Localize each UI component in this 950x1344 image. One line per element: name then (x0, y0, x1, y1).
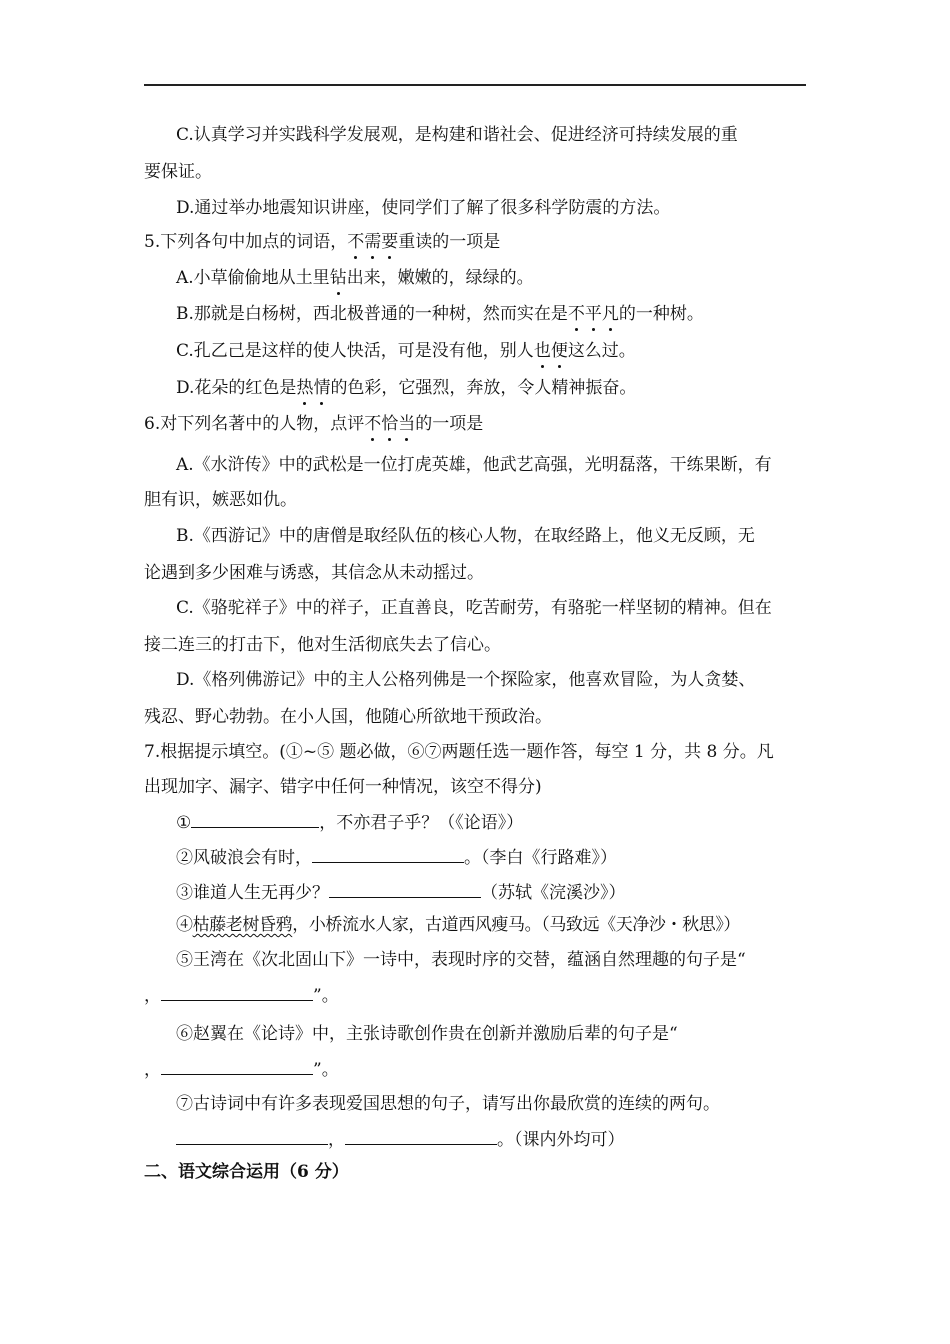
fill-blank[interactable] (329, 880, 481, 898)
item-text: ， (144, 1060, 161, 1080)
item-text: ”。 (313, 986, 339, 1006)
emphasis-dot-char: 凡 (601, 304, 619, 324)
q4-option-c-line1: C.认真学习并实践科学发展观，是构建和谐社会、促进经济可持续发展的重 (176, 125, 738, 145)
q6-option-a-line2: 胆有识，嫉恶如仇。 (144, 490, 297, 510)
emphasis-dot-char: 平 (584, 304, 602, 324)
q5-option-a (176, 266, 534, 290)
emphasis-dot-char: 热 (296, 378, 314, 398)
item-text: （苏轼《浣溪沙》） (481, 883, 626, 903)
fill-blank[interactable] (176, 1127, 328, 1145)
emphasis-dot-char: 钻 (329, 268, 347, 288)
item-text: ， (144, 986, 161, 1006)
q7-stem-line2: 出现加字、漏字、错字中任何一种情况，该空不得分) (144, 777, 542, 797)
q6-option-c-line1: C.《骆驼祥子》中的祥子，正直善良，吃苦耐劳，有骆驼一样坚韧的精神。但在 (176, 598, 772, 618)
q7-item-5-line1: ⑤王湾在《次北固山下》一诗中，表现时序的交替，蕴涵自然理趣的句子是“ (176, 950, 746, 970)
q4-option-d: D.通过举办地震知识讲座，使同学们了解了很多科学防震的方法。 (176, 198, 671, 218)
q5-option-c (176, 339, 636, 363)
emphasis-dot-char: 要 (381, 232, 399, 252)
emphasis-dot-char: 便 (550, 341, 568, 361)
option-text: A.小草偷偷地从土里 (176, 268, 330, 288)
fill-blank[interactable] (345, 1127, 497, 1145)
option-text: 的一种树。 (618, 304, 704, 324)
emphasis-dot-char: 不 (364, 414, 382, 434)
q7-stem-line1: 7.根据提示填空。(①~⑤ 题必做，⑥⑦两题任选一题作答，每空 1 分，共 8 分。凡 (144, 742, 774, 762)
q4-option-c-line2: 要保证。 (144, 162, 212, 182)
q7-item-6-line2 (144, 1057, 339, 1082)
header-rule (144, 84, 806, 86)
q5-stem-text: 重读的一项是 (398, 232, 501, 252)
section-2-heading: 二、语文综合运用（6 分） (144, 1162, 349, 1182)
option-text: D.花朵的红色是 (176, 378, 297, 398)
item-text: 。（课内外均可） (497, 1130, 625, 1150)
emphasis-dot-char: 需 (364, 232, 382, 252)
item-text: 。（李白《行路难》） (464, 848, 617, 868)
q5-option-d (176, 376, 636, 400)
emphasis-dot-char: 恰 (381, 414, 399, 434)
item-text: ① (176, 813, 192, 833)
q7-item-2 (176, 845, 617, 870)
emphasis-dot-char: 也 (533, 341, 551, 361)
q6-option-a-line1: A.《水浒传》中的武松是一位打虎英雄，他武艺高强，光明磊落，干练果断，有 (176, 455, 772, 475)
q5-option-b (176, 302, 704, 326)
q6-stem-text: 6.对下列名著中的人物，点评 (144, 414, 365, 434)
fill-blank[interactable] (312, 845, 464, 863)
q7-item-4 (176, 913, 740, 937)
option-text: 这么过。 (567, 341, 636, 361)
fill-blank[interactable] (191, 810, 319, 828)
item-text: ，不亦君子乎？（《论语》） (319, 813, 524, 833)
emphasis-dot-char: 当 (398, 414, 416, 434)
item-text: ， (328, 1130, 345, 1150)
q7-item-3 (176, 880, 626, 905)
q6-option-b-line1: B.《西游记》中的唐僧是取经队伍的核心人物，在取经路上，他义无反顾，无 (176, 526, 755, 546)
q5-stem-text: 5.下列各句中加点的词语， (144, 232, 348, 252)
emphasis-dot-char: 情 (313, 378, 331, 398)
item-text: ④ (176, 915, 193, 935)
q7-item-7-line2 (176, 1127, 625, 1152)
q7-item-5-line2 (144, 983, 339, 1008)
q6-stem-text: 的一项是 (415, 414, 484, 434)
option-text: C.孔乙己是这样的使人快活，可是没有他，别人 (176, 341, 534, 361)
item-text: ③谁道人生无再少？ (176, 883, 329, 903)
wavy-underlined-answer: 枯藤老树昏鸦 (192, 915, 293, 935)
q7-item-1 (176, 810, 523, 835)
item-text: ，小桥流水人家，古道西风瘦马。（马致远《天净沙・秋思》） (292, 915, 741, 935)
item-text: ”。 (313, 1060, 339, 1080)
q7-item-6-line1: ⑥赵翼在《论诗》中，主张诗歌创作贵在创新并激励后辈的句子是“ (176, 1024, 678, 1044)
q6-option-d-line2: 残忍、野心勃勃。在小人国，他随心所欲地干预政治。 (144, 707, 552, 727)
emphasis-dot-char: 不 (347, 232, 365, 252)
fill-blank[interactable] (161, 983, 313, 1001)
q6-option-b-line2: 论遇到多少困难与诱惑，其信念从未动摇过。 (144, 563, 484, 583)
q5-stem (144, 230, 500, 254)
q7-item-7-line1: ⑦古诗词中有许多表现爱国思想的句子，请写出你最欣赏的连续的两句。 (176, 1094, 720, 1114)
q6-option-c-line2: 接二连三的打击下，他对生活彻底失去了信心。 (144, 635, 501, 655)
emphasis-dot-char: 不 (567, 304, 585, 324)
item-text: ②风破浪会有时， (176, 848, 312, 868)
q6-option-d-line1: D.《格列佛游记》中的主人公格列佛是一个探险家，他喜欢冒险，为人贪婪、 (176, 670, 756, 690)
option-text: 的色彩，它强烈，奔放，令人精神振奋。 (330, 378, 637, 398)
q6-stem (144, 412, 483, 436)
option-text: 出来，嫩嫩的，绿绿的。 (346, 268, 534, 288)
option-text: B.那就是白杨树，西北极普通的一种树，然而实在是 (176, 304, 568, 324)
fill-blank[interactable] (161, 1057, 313, 1075)
